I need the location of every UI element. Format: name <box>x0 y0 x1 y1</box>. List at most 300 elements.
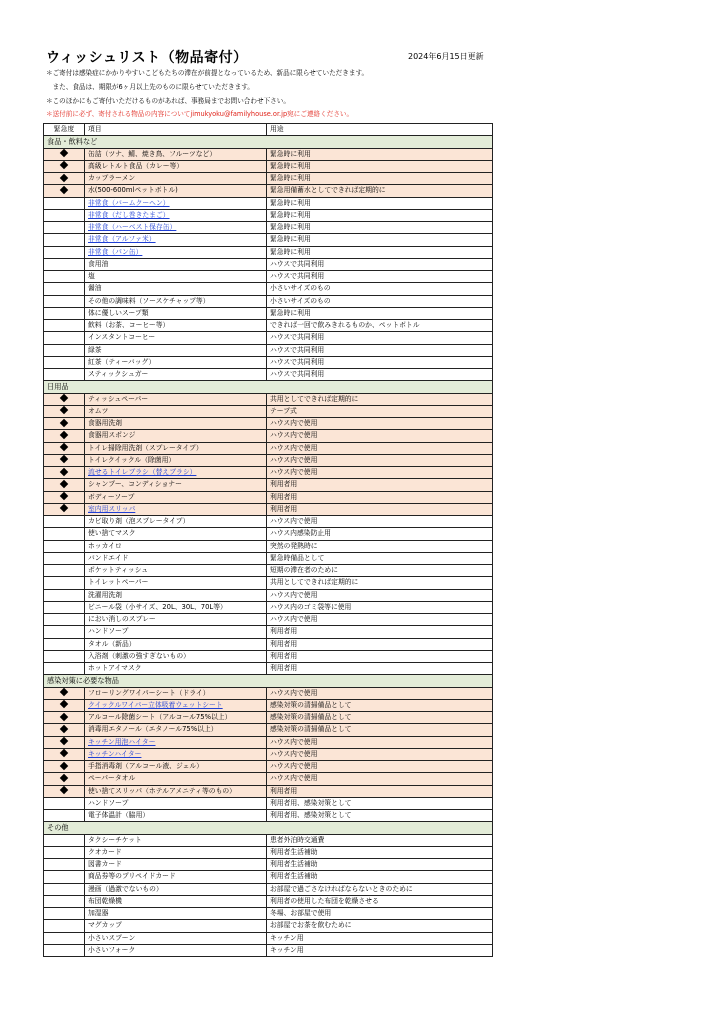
section-title: 感染対策に必要な物品 <box>44 675 493 687</box>
table-row <box>44 528 493 540</box>
urgent-diamond-icon <box>60 504 68 512</box>
urgent-diamond-icon <box>60 149 68 157</box>
table-row <box>44 369 493 381</box>
table-row <box>44 418 493 430</box>
urgency-cell <box>44 540 85 552</box>
urgency-cell <box>44 785 85 797</box>
item-cell: におい消しのスプレー <box>85 614 267 626</box>
item-link[interactable]: キッチンハイター <box>88 749 142 758</box>
urgent-diamond-icon <box>60 418 68 426</box>
table-row <box>44 332 493 344</box>
item-cell: 小さいフォーク <box>85 944 267 956</box>
table-row <box>44 160 493 172</box>
use-cell: キッチン用 <box>267 932 493 944</box>
section-row <box>44 381 493 393</box>
urgency-cell <box>44 528 85 540</box>
urgency-cell <box>44 552 85 564</box>
item-cell: 食用油 <box>85 258 267 270</box>
item-cell: 食器用スポンジ <box>85 430 267 442</box>
table-row <box>44 209 493 221</box>
urgency-cell <box>44 418 85 430</box>
table-row <box>44 185 493 197</box>
urgency-cell <box>44 369 85 381</box>
urgency-cell <box>44 614 85 626</box>
table-row <box>44 516 493 528</box>
item-cell: 漫画（過激でないもの） <box>85 883 267 895</box>
header-item: 項目 <box>85 124 267 136</box>
header-urgency: 緊急度 <box>44 124 85 136</box>
use-cell: 小さいサイズのもの <box>267 283 493 295</box>
urgent-diamond-icon <box>60 186 68 194</box>
table-row <box>44 430 493 442</box>
use-cell: 利用者生活補助 <box>267 846 493 858</box>
section-row <box>44 822 493 834</box>
use-cell: ハウスで共同利用 <box>267 258 493 270</box>
use-cell: ハウス内で使用 <box>267 418 493 430</box>
table-row <box>44 271 493 283</box>
header-use: 用途 <box>267 124 493 136</box>
urgency-cell <box>44 222 85 234</box>
item-cell: 小さいスプーン <box>85 932 267 944</box>
item-cell: ペーパータオル <box>85 773 267 785</box>
urgency-cell <box>44 650 85 662</box>
item-cell: トイレクイックル（除菌用） <box>85 454 267 466</box>
urgency-cell <box>44 197 85 209</box>
urgency-cell <box>44 761 85 773</box>
urgency-cell <box>44 430 85 442</box>
table-row <box>44 638 493 650</box>
urgency-cell <box>44 834 85 846</box>
urgent-diamond-icon <box>60 480 68 488</box>
urgency-cell <box>44 491 85 503</box>
urgent-diamond-icon <box>60 737 68 745</box>
item-cell: 塩 <box>85 271 267 283</box>
urgency-cell <box>44 687 85 699</box>
table-row <box>44 173 493 185</box>
urgent-diamond-icon <box>60 688 68 696</box>
table-row <box>44 393 493 405</box>
urgency-cell <box>44 405 85 417</box>
use-cell: ハウスで共同利用 <box>267 271 493 283</box>
item-link[interactable]: クイックルワイパー立体吸着ウェットシート <box>88 700 223 709</box>
table-row <box>44 283 493 295</box>
item-cell: 紅茶（ティーバッグ） <box>85 356 267 368</box>
table-row <box>44 920 493 932</box>
urgency-cell <box>44 883 85 895</box>
item-cell: カップラーメン <box>85 173 267 185</box>
note-new-items: ＊ご寄付は感染症にかかりやすいこどもたちの滞在が前提となっているため、新品に限らせていただきます。 <box>46 69 369 77</box>
item-cell: トイレットペーパー <box>85 577 267 589</box>
urgency-cell <box>44 479 85 491</box>
table-row <box>44 699 493 711</box>
table-row <box>44 785 493 797</box>
urgent-diamond-icon <box>60 712 68 720</box>
table-row <box>44 503 493 515</box>
urgency-cell <box>44 859 85 871</box>
page-title: ウィッシュリスト（物品寄付） <box>46 50 248 66</box>
item-link[interactable]: キッチン用泡ハイター <box>88 737 156 746</box>
use-cell: 利用者用 <box>267 638 493 650</box>
item-cell: バンドエイド <box>85 552 267 564</box>
use-cell: 緊急時に利用 <box>267 246 493 258</box>
table-row <box>44 234 493 246</box>
item-link[interactable]: 非常食（だし巻きたまご） <box>88 210 170 219</box>
item-cell <box>85 503 267 515</box>
item-cell: タオル（新品） <box>85 638 267 650</box>
item-cell: 高級レトルト食品（カレー等） <box>85 160 267 172</box>
urgency-cell <box>44 944 85 956</box>
use-cell: ハウス内で使用 <box>267 736 493 748</box>
table-row <box>44 320 493 332</box>
use-cell: 緊急用備蓄水としてできれば定期的に <box>267 185 493 197</box>
urgency-cell <box>44 160 85 172</box>
use-cell: 感染対策の清掃備品として <box>267 724 493 736</box>
urgency-cell <box>44 307 85 319</box>
item-cell: ポケットティッシュ <box>85 565 267 577</box>
use-cell: ハウスで共同利用 <box>267 332 493 344</box>
table-row <box>44 479 493 491</box>
urgency-cell <box>44 601 85 613</box>
section-title: 日用品 <box>44 381 493 393</box>
urgency-cell <box>44 258 85 270</box>
item-cell: 図書カード <box>85 859 267 871</box>
use-cell: お部屋で過ごさなければならないときのために <box>267 883 493 895</box>
table-row <box>44 222 493 234</box>
use-cell: 利用者用 <box>267 503 493 515</box>
use-cell: キッチン用 <box>267 944 493 956</box>
table-row <box>44 846 493 858</box>
item-cell: アルコール除菌シート（アルコール75%以上） <box>85 712 267 724</box>
table-row <box>44 491 493 503</box>
urgency-cell <box>44 626 85 638</box>
use-cell: 利用者用 <box>267 650 493 662</box>
table-row <box>44 442 493 454</box>
urgency-cell <box>44 577 85 589</box>
table-row <box>44 197 493 209</box>
urgency-cell <box>44 283 85 295</box>
use-cell: ハウス内で使用 <box>267 467 493 479</box>
table-row <box>44 565 493 577</box>
item-cell <box>85 699 267 711</box>
urgency-cell <box>44 920 85 932</box>
use-cell: できれば一回で飲みきれるものか、ペットボトル <box>267 320 493 332</box>
urgent-diamond-icon <box>60 467 68 475</box>
item-cell: クオカード <box>85 846 267 858</box>
item-cell: インスタントコーヒー <box>85 332 267 344</box>
urgency-cell <box>44 797 85 809</box>
table-row <box>44 895 493 907</box>
use-cell: 患者外泊時交通費 <box>267 834 493 846</box>
urgency-cell <box>44 185 85 197</box>
use-cell: 緊急時に利用 <box>267 209 493 221</box>
table-row <box>44 663 493 675</box>
use-cell: ハウスで共同利用 <box>267 369 493 381</box>
item-cell: スティックシュガー <box>85 369 267 381</box>
urgent-diamond-icon <box>60 455 68 463</box>
table-row <box>44 944 493 956</box>
item-cell: 商品券等のプリペイドカード <box>85 871 267 883</box>
item-cell: 洗濯用洗剤 <box>85 589 267 601</box>
item-cell: 水(500-600mlペットボトル) <box>85 185 267 197</box>
item-link[interactable]: 非常食（バームクーヘン） <box>88 198 170 207</box>
item-cell <box>85 736 267 748</box>
item-cell: 食器用洗剤 <box>85 418 267 430</box>
item-link[interactable]: 非常食（アルファ米） <box>88 235 156 244</box>
item-cell <box>85 748 267 760</box>
use-cell: ハウスで共同利用 <box>267 356 493 368</box>
table-row <box>44 712 493 724</box>
table-row <box>44 773 493 785</box>
use-cell: ハウスで共同利用 <box>267 344 493 356</box>
table-row <box>44 687 493 699</box>
item-cell <box>85 197 267 209</box>
item-cell: 布団乾燥機 <box>85 895 267 907</box>
use-cell: 緊急時に利用 <box>267 160 493 172</box>
section-title: その他 <box>44 822 493 834</box>
note-food-expiry: また、食品は、期限が6ヶ月以上先のものに限らせていただきます。 <box>46 83 254 91</box>
table-row <box>44 810 493 822</box>
urgency-cell <box>44 565 85 577</box>
urgent-diamond-icon <box>60 774 68 782</box>
table-row <box>44 871 493 883</box>
item-cell: ホットアイマスク <box>85 663 267 675</box>
urgency-cell <box>44 246 85 258</box>
use-cell: ハウス内感染防止用 <box>267 528 493 540</box>
use-cell: ハウス内で使用 <box>267 454 493 466</box>
use-cell: ハウス内で使用 <box>267 516 493 528</box>
table-row <box>44 932 493 944</box>
use-cell: 利用者生活補助 <box>267 859 493 871</box>
use-cell: 利用者の使用した布団を乾燥させる <box>267 895 493 907</box>
urgency-cell <box>44 736 85 748</box>
table-row <box>44 601 493 613</box>
use-cell: 共用としてできれば定期的に <box>267 577 493 589</box>
section-row <box>44 136 493 148</box>
item-cell <box>85 246 267 258</box>
table-row <box>44 577 493 589</box>
use-cell: 利用者用 <box>267 491 493 503</box>
urgency-cell <box>44 271 85 283</box>
table-row <box>44 761 493 773</box>
use-cell: 緊急時に利用 <box>267 307 493 319</box>
section-row <box>44 675 493 687</box>
table-row <box>44 797 493 809</box>
item-cell: 醤油 <box>85 283 267 295</box>
urgent-diamond-icon <box>60 406 68 414</box>
urgency-cell <box>44 516 85 528</box>
table-row <box>44 724 493 736</box>
table-row <box>44 650 493 662</box>
note-contact-before-send: ＊送付前に必ず、寄付される物品の内容についてjimukyoku@familyhouse.or.jp宛にご連絡ください。 <box>46 110 354 118</box>
table-row <box>44 307 493 319</box>
urgency-cell <box>44 332 85 344</box>
item-cell: 使い捨てスリッパ（ホテルアメニティ等のもの） <box>85 785 267 797</box>
urgency-cell <box>44 393 85 405</box>
item-cell: ハンドソープ <box>85 626 267 638</box>
urgency-cell <box>44 846 85 858</box>
item-cell: 体に優しいスープ類 <box>85 307 267 319</box>
item-cell <box>85 222 267 234</box>
table-row <box>44 626 493 638</box>
use-cell: 冬場、お部屋で使用 <box>267 908 493 920</box>
item-link[interactable]: 非常食（パン缶） <box>88 247 143 256</box>
urgency-cell <box>44 712 85 724</box>
use-cell: 短期の滞在者のために <box>267 565 493 577</box>
item-cell: 加湿器 <box>85 908 267 920</box>
use-cell: 利用者用、感染対策として <box>267 797 493 809</box>
urgency-cell <box>44 724 85 736</box>
table-row <box>44 540 493 552</box>
use-cell: 突然の発熱時に <box>267 540 493 552</box>
item-cell: シャンプー、コンディショナー <box>85 479 267 491</box>
item-cell: オムツ <box>85 405 267 417</box>
item-cell: 使い捨てマスク <box>85 528 267 540</box>
urgent-diamond-icon <box>60 173 68 181</box>
urgent-diamond-icon <box>60 725 68 733</box>
use-cell: 利用者用 <box>267 626 493 638</box>
item-link[interactable]: 非常食（ハーベスト保存缶） <box>88 223 177 232</box>
urgency-cell <box>44 663 85 675</box>
use-cell: 緊急時に利用 <box>267 173 493 185</box>
use-cell: 緊急時備品として <box>267 552 493 564</box>
urgency-cell <box>44 871 85 883</box>
item-cell: 入浴剤（刺激の強すぎないもの） <box>85 650 267 662</box>
table-row <box>44 467 493 479</box>
urgent-diamond-icon <box>60 749 68 757</box>
use-cell: 感染対策の清掃備品として <box>267 712 493 724</box>
table-row <box>44 344 493 356</box>
table-row <box>44 356 493 368</box>
use-cell: ハウス内のゴミ袋等に使用 <box>267 601 493 613</box>
use-cell: テープ式 <box>267 405 493 417</box>
urgent-diamond-icon <box>60 161 68 169</box>
table-row <box>44 552 493 564</box>
table-row <box>44 258 493 270</box>
item-cell: フローリングワイパーシート（ドライ） <box>85 687 267 699</box>
item-cell <box>85 234 267 246</box>
urgency-cell <box>44 748 85 760</box>
urgency-cell <box>44 295 85 307</box>
use-cell: 感染対策の清掃備品として <box>267 699 493 711</box>
section-title: 食品・飲料など <box>44 136 493 148</box>
use-cell: 利用者用 <box>267 663 493 675</box>
item-link[interactable]: 流せるトイレブラシ（替えブラシ） <box>88 468 197 477</box>
urgency-cell <box>44 638 85 650</box>
item-cell: ハンドソープ <box>85 797 267 809</box>
use-cell: 緊急時に利用 <box>267 148 493 160</box>
item-cell: マグカップ <box>85 920 267 932</box>
item-cell: カビ取り剤（泡スプレータイプ） <box>85 516 267 528</box>
wishlist-table <box>43 123 493 957</box>
table-row <box>44 246 493 258</box>
item-cell <box>85 209 267 221</box>
urgent-diamond-icon <box>60 492 68 500</box>
use-cell: 緊急時に利用 <box>267 222 493 234</box>
urgency-cell <box>44 320 85 332</box>
urgent-diamond-icon <box>60 786 68 794</box>
use-cell: 小さいサイズのもの <box>267 295 493 307</box>
urgency-cell <box>44 442 85 454</box>
use-cell: ハウス内で使用 <box>267 761 493 773</box>
urgency-cell <box>44 589 85 601</box>
table-row <box>44 834 493 846</box>
urgency-cell <box>44 895 85 907</box>
table-row <box>44 614 493 626</box>
urgent-diamond-icon <box>60 700 68 708</box>
item-cell <box>85 467 267 479</box>
use-cell: 利用者生活補助 <box>267 871 493 883</box>
table-row <box>44 748 493 760</box>
table-row <box>44 736 493 748</box>
use-cell: ハウス内で使用 <box>267 589 493 601</box>
item-cell: ホッカイロ <box>85 540 267 552</box>
urgency-cell <box>44 356 85 368</box>
urgency-cell <box>44 503 85 515</box>
item-cell: 電子体温計（脇用） <box>85 810 267 822</box>
use-cell: ハウス内で使用 <box>267 614 493 626</box>
item-cell: 飲料（お茶、コーヒー等） <box>85 320 267 332</box>
table-row <box>44 148 493 160</box>
table-row <box>44 859 493 871</box>
urgent-diamond-icon <box>60 431 68 439</box>
table-row <box>44 883 493 895</box>
use-cell: 利用者用 <box>267 479 493 491</box>
note-contact-office: ＊このほかにもご寄付いただけるものがあれば、事務局までお問い合わせ下さい。 <box>46 97 290 105</box>
urgency-cell <box>44 810 85 822</box>
item-cell: 緑茶 <box>85 344 267 356</box>
table-row <box>44 454 493 466</box>
urgency-cell <box>44 932 85 944</box>
urgency-cell <box>44 234 85 246</box>
urgency-cell <box>44 467 85 479</box>
use-cell: 利用者用、感染対策として <box>267 810 493 822</box>
table-row <box>44 405 493 417</box>
urgency-cell <box>44 344 85 356</box>
item-link[interactable]: 室内用スリッパ <box>88 504 136 513</box>
use-cell: 利用者用 <box>267 785 493 797</box>
urgency-cell <box>44 209 85 221</box>
urgency-cell <box>44 148 85 160</box>
item-cell: 消毒用エタノール（エタノール75%以上） <box>85 724 267 736</box>
urgent-diamond-icon <box>60 394 68 402</box>
urgency-cell <box>44 173 85 185</box>
urgency-cell <box>44 454 85 466</box>
use-cell: ハウス内で使用 <box>267 442 493 454</box>
item-cell: タクシーチケット <box>85 834 267 846</box>
use-cell: 緊急時に利用 <box>267 197 493 209</box>
use-cell: 緊急時に利用 <box>267 234 493 246</box>
urgent-diamond-icon <box>60 443 68 451</box>
table-row <box>44 589 493 601</box>
item-cell: その他の調味料（ソースケチャップ等） <box>85 295 267 307</box>
item-cell: ボディーソープ <box>85 491 267 503</box>
use-cell: ハウス内で使用 <box>267 430 493 442</box>
item-cell: ティッシュペーパー <box>85 393 267 405</box>
use-cell: ハウス内で使用 <box>267 748 493 760</box>
table-header-row <box>44 124 493 136</box>
urgent-diamond-icon <box>60 761 68 769</box>
urgency-cell <box>44 773 85 785</box>
use-cell: 共用としてできれば定期的に <box>267 393 493 405</box>
use-cell: お部屋でお茶を飲むために <box>267 920 493 932</box>
item-cell: ビニール袋（小サイズ、20L、30L、70L等） <box>85 601 267 613</box>
item-cell: トイレ掃除用洗剤（スプレータイプ） <box>85 442 267 454</box>
table-row <box>44 295 493 307</box>
updated-date: 2024年6月15日更新 <box>408 52 484 61</box>
table-row <box>44 908 493 920</box>
item-cell: 缶詰（ツナ、鯖、焼き鳥、フルーツなど） <box>85 148 267 160</box>
use-cell: ハウス内で使用 <box>267 773 493 785</box>
